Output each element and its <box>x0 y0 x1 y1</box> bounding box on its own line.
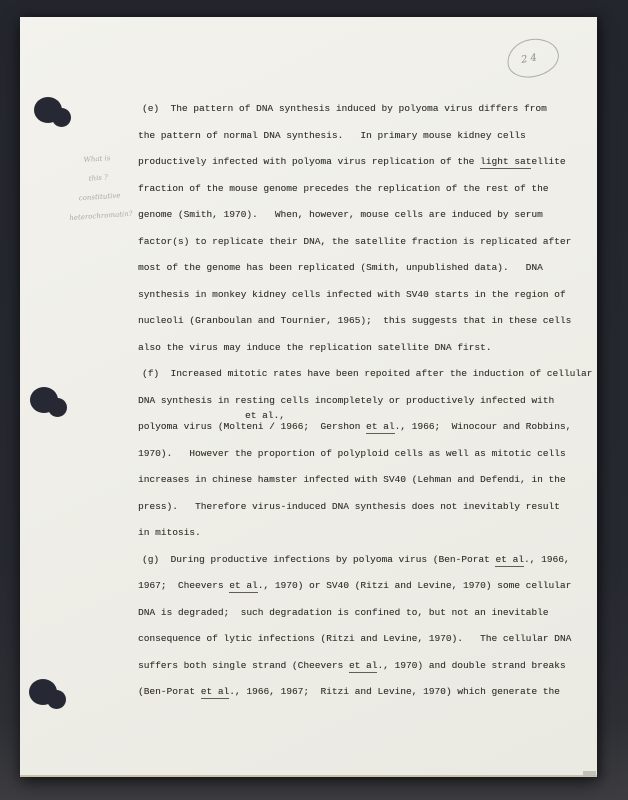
text-segment: fraction of the mouse genome precedes the replication of the rest of the <box>138 182 549 194</box>
text-segment: (Ben-Porat <box>138 686 201 697</box>
scanned-page <box>20 17 597 777</box>
underlined-text: et al <box>495 553 524 565</box>
page-number-text: 24 <box>520 51 541 66</box>
text-line <box>138 229 590 256</box>
text-segment: in mitosis. <box>138 527 201 538</box>
text-line <box>138 494 590 521</box>
punch-hole-mark <box>52 108 71 127</box>
text-segment: factor(s) to replicate their DNA, the satellite fraction is replicated after <box>138 235 572 247</box>
text-segment: ellite <box>531 156 566 167</box>
underlined-text: et al <box>366 421 395 432</box>
text-line <box>138 123 590 150</box>
text-line <box>138 626 590 653</box>
text-segment: (e) The pattern of DNA synthesis induced by polyoma virus differs from <box>142 103 547 114</box>
text-segment: synthesis in monkey kidney cells infected with SV40 starts in the region of <box>138 288 566 300</box>
text-segment: suffers both single strand (Cheevers <box>138 659 349 671</box>
text-line <box>138 149 590 176</box>
text-line <box>138 282 590 309</box>
text-segment: ., 1966; Winocour and Robbins, <box>394 421 572 432</box>
text-line <box>138 600 590 627</box>
text-segment: ., 1970) and double strand breaks <box>377 659 566 671</box>
text-line <box>138 467 590 494</box>
text-line <box>138 388 590 415</box>
text-line <box>138 361 593 388</box>
text-segment: also the virus may induce the replication satellite DNA first. <box>138 341 492 353</box>
text-segment: ., 1966, <box>523 553 570 565</box>
text-segment: consequence of lytic infections (Ritzi and Levine, 1970). The cellular DNA <box>138 633 572 644</box>
handwritten-circled-page-number <box>504 35 561 81</box>
margin-note-line: What is <box>83 154 111 164</box>
margin-note-line: heterochromatin? <box>69 209 133 223</box>
handwritten-margin-note <box>61 148 136 229</box>
margin-note-line: constitutive <box>78 191 121 203</box>
punch-hole-mark <box>48 398 67 417</box>
text-line <box>138 679 590 706</box>
text-segment: DNA synthesis in resting cells incompletely or productively infected with <box>138 394 555 406</box>
inserted-correction-text: et al., <box>245 410 285 421</box>
text-segment: press). Therefore virus-induced DNA synthesis does not inevitably result <box>138 500 560 512</box>
punch-hole-mark <box>47 690 66 709</box>
text-line <box>138 255 590 282</box>
text-segment: (f) Increased mitotic rates have been repoited after the induction of cellular <box>142 368 593 379</box>
text-line <box>138 308 590 335</box>
text-line <box>138 202 590 229</box>
text-line <box>138 547 590 574</box>
text-segment: ., 1970) or SV40 (Ritzi and Levine, 1970) some cellular <box>257 580 572 591</box>
text-line <box>138 573 590 600</box>
typewritten-text <box>138 96 593 706</box>
underlined-text: et al <box>348 659 378 671</box>
underlined-text: light sat <box>480 156 532 167</box>
text-line <box>138 653 590 680</box>
text-segment: 1967; Cheevers <box>138 580 230 591</box>
text-segment: the pattern of normal DNA synthesis. In primary mouse kidney cells <box>138 129 526 141</box>
paper-edge-tab <box>583 771 596 776</box>
text-segment: increases in chinese hamster infected with SV40 (Lehman and Defendi, in the <box>138 474 566 485</box>
text-segment: nucleoli (Granboulan and Tournier, 1965); this suggests that in these cells <box>138 315 572 326</box>
text-line <box>138 176 590 203</box>
underlined-text: et al <box>200 686 230 697</box>
text-line <box>138 520 590 547</box>
text-segment: DNA is degraded; such degradation is confined to, but not an inevitable <box>138 606 549 618</box>
text-line <box>138 441 590 468</box>
underlined-text: et al <box>229 580 258 591</box>
text-segment: polyoma virus (Molteni / 1966; Gershon <box>138 421 367 432</box>
text-segment: ., 1966, 1967; Ritzi and Levine, 1970) which generate the <box>229 686 560 697</box>
text-line <box>138 410 590 441</box>
text-line <box>138 335 590 362</box>
text-segment: 1970). However the proportion of polyploid cells as well as mitotic cells <box>138 447 566 459</box>
text-segment: (g) During productive infections by polyoma virus (Ben-Porat <box>142 553 496 565</box>
text-segment: genome (Smith, 1970). When, however, mouse cells are induced by serum <box>138 209 543 220</box>
text-segment: productively infected with polyoma virus replication of the <box>138 156 481 167</box>
text-line <box>138 96 590 123</box>
margin-note-line: this ? <box>88 173 109 183</box>
text-segment: most of the genome has been replicated (Smith, unpublished data). DNA <box>138 262 543 273</box>
